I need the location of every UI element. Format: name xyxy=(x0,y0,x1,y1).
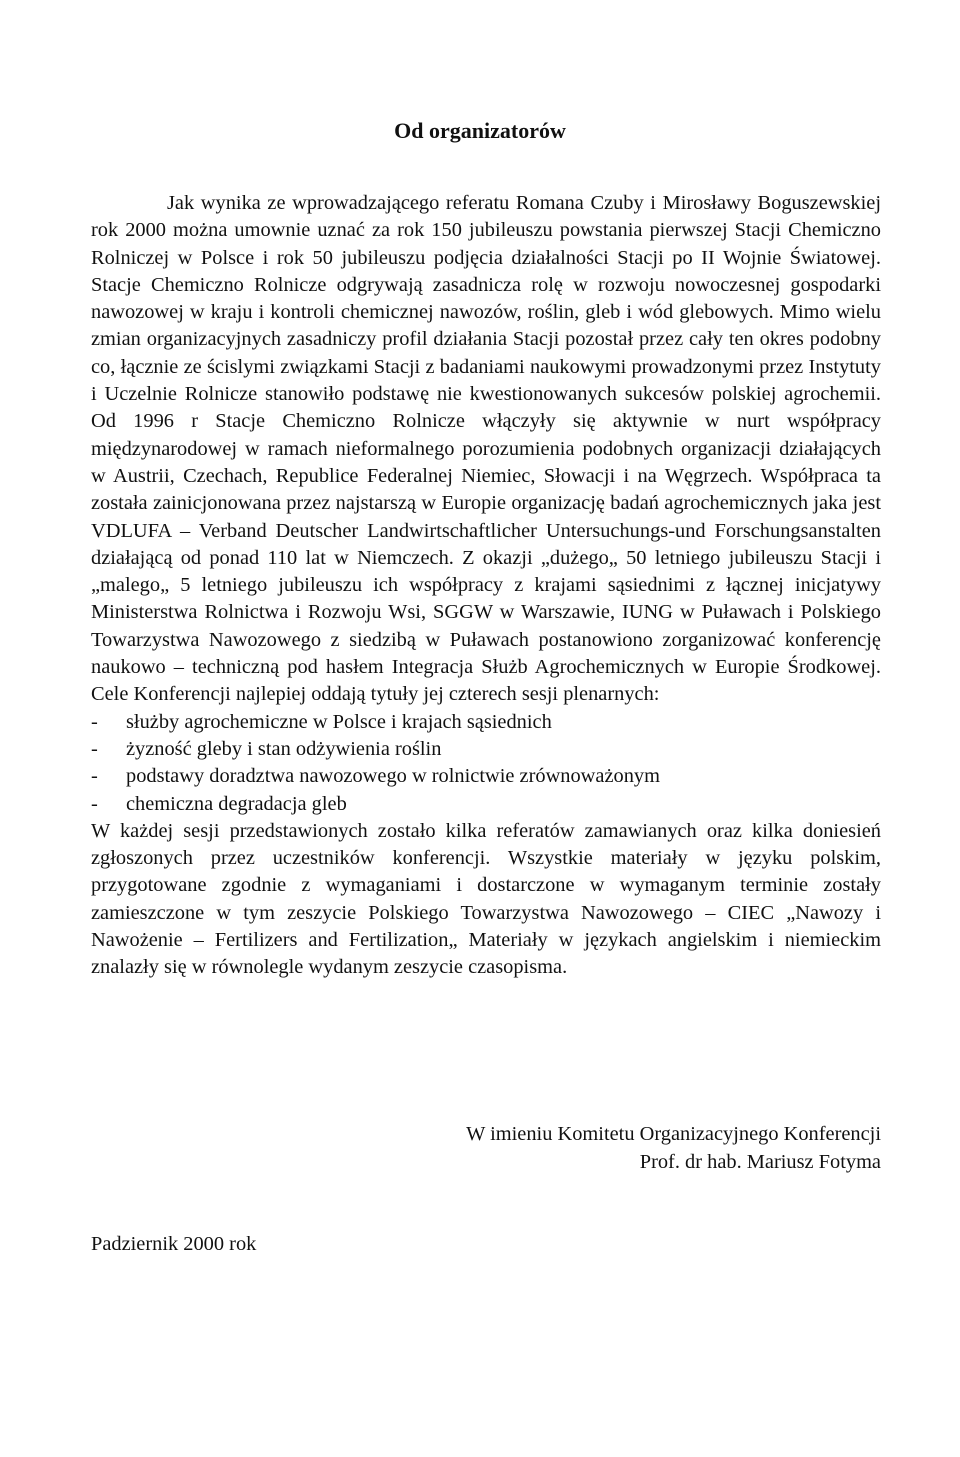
intro-paragraph: Jak wynika ze wprowadzającego referatu Romana Czuby i Mirosławy Boguszewskiej rok 2000 można umownie uznać za rok 150 jubileuszu powstania pierwszej Stacji Chemiczno Rolniczej w Polsce i rok 50 jubileuszu podjęcia działalności Stacji po II Wojnie Światowej. Stacje Chemiczno Rolnicze odgrywają zasadnicza rolę w rozwoju nowoczesnej gospodarki nawozowej w kraju i kontroli chemicznej nawozów, roślin, gleb i wód glebowych. Mimo wielu zmian organizacyjnych zasadniczy profil działania Stacji pozostał przez cały ten okres podobny co, łącznie ze ścislymi związkami Stacji z badaniami naukowymi prowadzonymi przez Instytuty i Uczelnie Rolnicze stanowiło podstawę nie kwestionowanych sukcesów polskiej agrochemii. Od 1996 r Stacje Chemiczno Rolnicze włączyły się aktywnie w nurt współpracy międzynarodowej w ramach nieformalnego porozumienia podobnych organizacji działających w Austrii, Czechach, Republice Federalnej Niemiec, Słowacji i na Węgrzech. Współpraca ta została zainicjonowana przez najstarszą w Europie organizację badań agrochemicznych jaka jest VDLUFA – Verband Deutscher Landwirtschaftlicher Untersuchungs-und Forschungsanstalten działającą od ponad 110 lat w Niemczech. Z okazji „dużego„ 50 letniego jubileuszu Stacji i „malego„ 5 letniego jubileuszu ich współpracy z krajami sąsiednimi z łącznej inicjatywy Ministerstwa Rolnictwa i Rozwoju Wsi, SGGW w Warszawie, IUNG w Puławach i Polskiego Towarzystwa Nawozowego z siedzibą w Puławach postanowiono zorganizować konferencję naukowo – techniczną pod hasłem Integracja Służb Agrochemicznych w Europie Środkowej. Cele Konferencji najlepiej oddają tytuły jej czterech sesji plenarnych: xyxy=(91,192,881,706)
list-dash: - xyxy=(91,792,98,815)
signature-committee: W imieniu Komitetu Organizacyjnego Konferencji xyxy=(466,1123,881,1145)
signature-block xyxy=(466,1120,881,1176)
list-item xyxy=(91,763,881,790)
signature-name: Prof. dr hab. Mariusz Fotyma xyxy=(639,1151,881,1173)
list-dash: - xyxy=(91,737,98,760)
session-title: służby agrochemiczne w Polsce i krajach sąsiednich xyxy=(126,710,552,733)
session-title: podstawy doradztwa nawozowego w rolnictwie zrównoważonym xyxy=(126,765,660,788)
session-title: chemiczna degradacja gleb xyxy=(126,792,347,815)
session-list xyxy=(91,709,881,818)
list-dash: - xyxy=(91,765,98,788)
list-item xyxy=(91,709,881,736)
list-dash: - xyxy=(91,710,98,733)
list-item xyxy=(91,791,881,818)
document-body xyxy=(91,190,881,982)
page-title: Od organizatorów xyxy=(394,118,566,143)
closing-paragraph: W każdej sesji przedstawionych zostało kilka referatów zamawianych oraz kilka doniesień zgłoszonych przez uczestników konferencji. Wszystkie materiały w języku polskim, przygotowane zgodnie z wymaganiami i dostarczone w wymaganym terminie zostały zamieszczone w tym zeszycie Polskiego Towarzystwa Nawozowego – CIEC „Nawozy i Nawożenie – Fertilizers and Fertilization„ Materiały w językach angielskim i niemieckim znalazły się w równolegle wydanym zeszycie czasopisma. xyxy=(91,819,881,979)
document-date: Padziernik 2000 rok xyxy=(91,1233,257,1255)
list-item xyxy=(91,736,881,763)
session-title: żyzność gleby i stan odżywienia roślin xyxy=(126,737,442,760)
